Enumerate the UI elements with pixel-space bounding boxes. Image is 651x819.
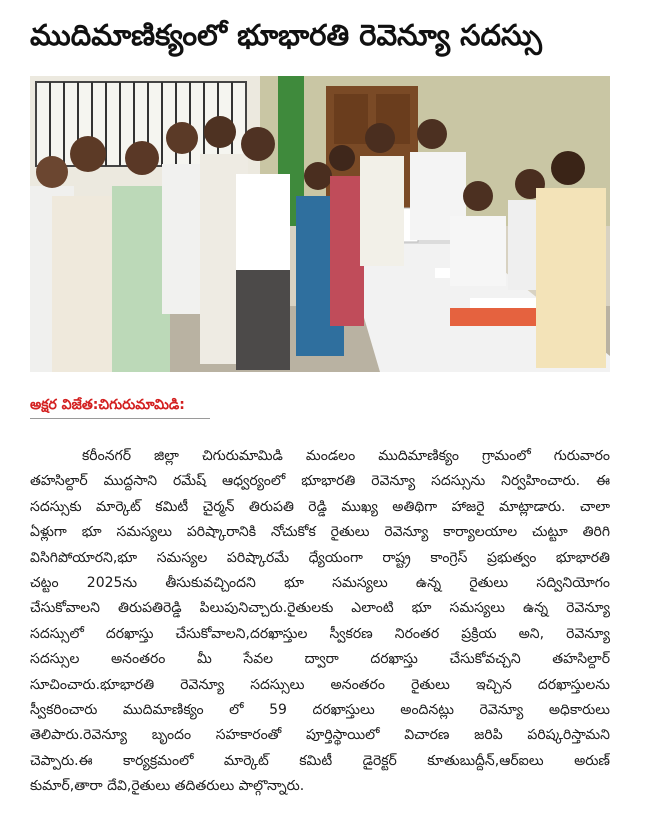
article-body	[30, 444, 610, 799]
article-line: సదస్సుకు మార్కెట్ కమిటీ చైర్మన్ తిరుపతి రెడ్డి ముఖ్య అతిథిగా హాజరై మాట్లాడారు. చాలా	[30, 498, 610, 515]
article-line: కరీంనగర్ జిల్లా చిగురుమామిడి మండలం ముదిమాణిక్యం గ్రామంలో గురువారం	[82, 448, 610, 464]
byline: అక్షర విజేత:చిగురుమామిడి:	[30, 397, 185, 413]
news-photo	[30, 76, 610, 372]
article-line: ఏళ్లుగా భూ సమస్యలు పరిష్కారానికి నోచుకోక రైతులు రెవెన్యూ కార్యాలయాల చుట్టూ తిరిగి	[30, 524, 610, 541]
article-line: తెలిపారు.రెవెన్యూ బృందం సహకారంతో పూర్తిస్థాయిలో విచారణ జరిపి పరిష్కరిస్తామని	[30, 727, 610, 744]
article-line: కుమార్,తారా దేవి,రైతులు తదితరులు పాల్గొన్నారు.	[30, 778, 305, 795]
headline: ముదిమాణిక్యంలో భూభారతి రెవెన్యూ సదస్సు	[30, 18, 542, 52]
article-line: చెప్పారు.ఈ కార్యక్రమంలో మార్కెట్ కమిటీ డైరెక్టర్ కూతుబుద్దీన్,ఆర్ఐలు అరుణ్	[30, 752, 610, 769]
article-line: సూచించారు.భూభారతి రెవెన్యూ సదస్సులు అనంతరం రైతులు ఇచ్చిన దరఖాస్తులను	[30, 676, 610, 693]
byline-underline	[30, 418, 210, 419]
article-line: విసిగిపోయారని,భూ సమస్యల పరిష్కారమే ధ్యేయంగా రాష్ట్ర కాంగ్రెస్ ప్రభుత్వం భూభారతి	[30, 549, 610, 566]
article-line: స్వీకరించారు ముదిమాణిక్యం లో 59 దరఖాస్తులు అందినట్లు రెవెన్యూ అధికారులు	[30, 701, 610, 718]
article-line: తహసిల్దార్ ముద్దసాని రమేష్ ఆధ్వర్యంలో భూభారతి రెవెన్యూ సదస్సును నిర్వహించారు. ఈ	[30, 473, 610, 490]
article-line: చట్టం 2025ను తీసుకువచ్చిందని భూ సమస్యలు ఉన్న రైతులు సద్వినియోగం	[30, 574, 610, 591]
article-line: చేసుకోవాలని తిరుపతిరెడ్డి పిలుపునిచ్చారు.రైతులకు ఎలాంటి భూ సమస్యలు ఉన్న రెవెన్యూ	[30, 600, 610, 617]
article-line: సదస్సులో దరఖాస్తు చేసుకోవాలని,దరఖాస్తుల స్వీకరణ నిరంతర ప్రక్రియ అని, రెవెన్యూ	[30, 625, 610, 642]
article-line: సదస్సుల అనంతరం మీ సేవల ద్వారా దరఖాస్తు చేసుకోవచ్చని తహసిల్దార్	[30, 651, 610, 668]
news-photo-image	[30, 76, 610, 372]
